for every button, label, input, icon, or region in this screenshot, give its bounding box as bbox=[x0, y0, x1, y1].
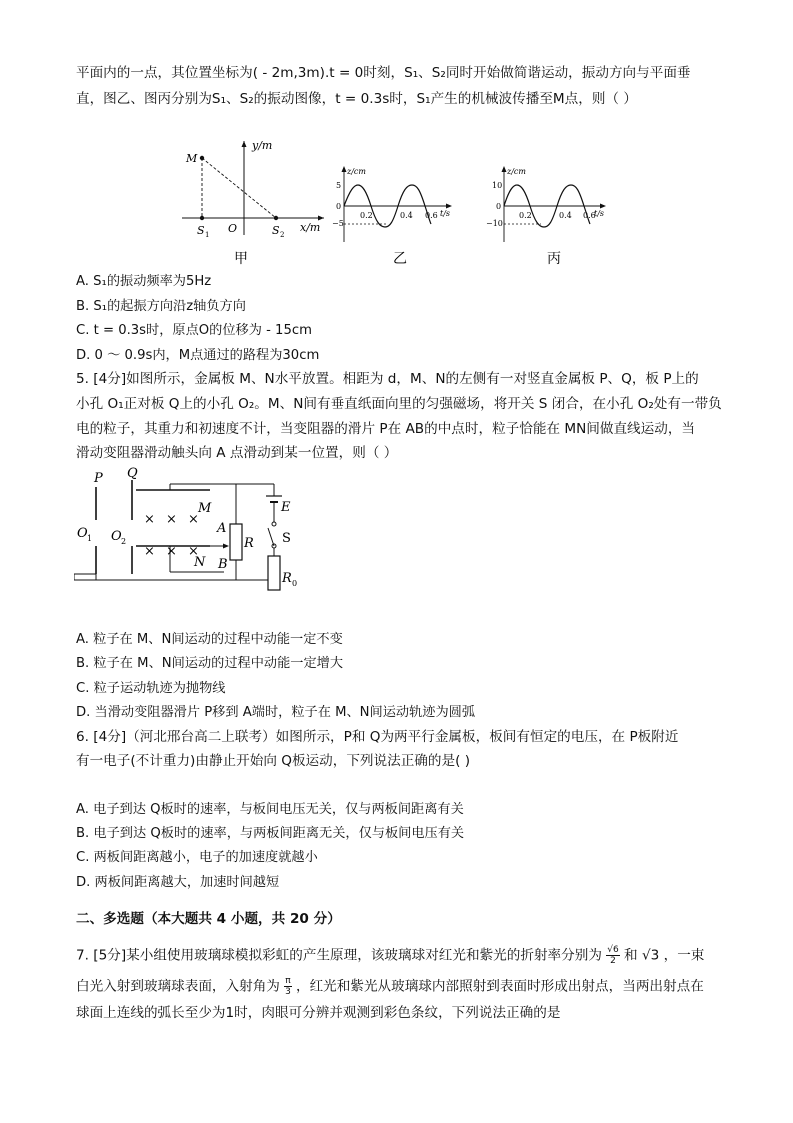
switch-blade bbox=[268, 528, 274, 546]
tick-t1: 0.2 bbox=[360, 211, 373, 220]
tick-zero: 0 bbox=[496, 202, 502, 211]
figure-jia bbox=[172, 135, 332, 270]
label-s: S bbox=[282, 531, 291, 546]
tick-neg: −5 bbox=[332, 219, 344, 228]
t-axis-arrow bbox=[600, 204, 606, 209]
q5-line-3: 电的粒子，其重力和初速度不计，当变阻器的滑片 P在 AB的中点时，粒子恰能在 MN间做直线运动，当 bbox=[76, 421, 696, 437]
rheostat-r bbox=[230, 524, 242, 560]
label-a: A bbox=[217, 521, 227, 536]
fraction-numerator: √6 bbox=[607, 945, 619, 955]
caption-yi: 乙 bbox=[393, 251, 407, 267]
label-q: Q bbox=[127, 466, 138, 481]
tick-t2: 0.4 bbox=[400, 211, 413, 220]
q4-option-a: A. S₁的振动频率为5Hz bbox=[76, 274, 212, 289]
label-o2: O bbox=[111, 529, 122, 544]
label-r: R bbox=[244, 536, 254, 551]
q5-option-c: C. 粒子运动轨迹为抛物线 bbox=[76, 681, 226, 696]
y-axis-arrow bbox=[242, 141, 247, 147]
section-heading-multi-choice: 二、多选题（本大题共 4 小题，共 20 分） bbox=[76, 911, 341, 927]
label-m: M bbox=[186, 152, 198, 165]
q5-line-2: 小孔 O₁正对板 Q上的小孔 O₂。M、N间有垂直纸面向里的匀强磁场，将开关 S 闭合，在小孔 O₂处有一带负 bbox=[76, 396, 722, 412]
label-p: P bbox=[94, 471, 103, 486]
z-axis-label: z/cm bbox=[347, 167, 366, 176]
tick-t2: 0.4 bbox=[559, 211, 572, 220]
tick-t1: 0.2 bbox=[519, 211, 532, 220]
q4-option-d: D. 0 ～ 0.9s内，M点通过的路程为30cm bbox=[76, 348, 320, 363]
point-s1 bbox=[200, 216, 204, 220]
fraction-denominator: 3 bbox=[285, 987, 291, 997]
caption-jia: 甲 bbox=[234, 251, 248, 267]
slider-arrow bbox=[223, 544, 229, 549]
q7-line-1-text: 7. [5分]某小组使用玻璃球模拟彩虹的产生原理，该玻璃球对红光和紫光的折射率分别为 bbox=[76, 947, 602, 964]
tick-t3: 0.6 bbox=[425, 211, 438, 220]
figure-yi bbox=[330, 160, 460, 270]
z-axis-arrow bbox=[342, 166, 347, 172]
q6-option-b: B. 电子到达 Q板时的速率，与两板间距离无关，仅与板间电压有关 bbox=[76, 826, 465, 841]
field-cross: × bbox=[166, 512, 177, 527]
tick-pos: 10 bbox=[492, 181, 503, 190]
fraction-sqrt6-over-2 bbox=[606, 945, 619, 966]
field-cross: × bbox=[144, 544, 155, 559]
field-cross: × bbox=[166, 544, 177, 559]
q7-line-3: 球面上连线的弧长至少为1时，肉眼可分辨并观测到彩色条纹，下列说法正确的是 bbox=[76, 1005, 561, 1021]
label-s1: S bbox=[197, 224, 205, 237]
field-cross: × bbox=[144, 512, 155, 527]
fraction-pi-over-3 bbox=[284, 976, 291, 997]
field-cross: × bbox=[188, 512, 199, 527]
y-axis-label: y/m bbox=[252, 139, 273, 152]
q7-line-2-text: 白光入射到玻璃球表面，入射角为 bbox=[76, 978, 280, 995]
label-b: B bbox=[218, 557, 228, 572]
q7-line-1-end: ，一束 bbox=[663, 947, 705, 964]
m-s2-dashed bbox=[202, 158, 276, 218]
label-e: E bbox=[281, 500, 291, 515]
q5-option-a: A. 粒子在 M、N间运动的过程中动能一定不变 bbox=[76, 632, 343, 647]
label-s1-sub: 1 bbox=[205, 231, 210, 239]
q5-option-b: B. 粒子在 M、N间运动的过程中动能一定增大 bbox=[76, 656, 344, 671]
label-o1-sub: 1 bbox=[87, 534, 93, 543]
tick-zero: 0 bbox=[336, 202, 342, 211]
q4-option-b: B. S₁的起振方向沿z轴负方向 bbox=[76, 299, 246, 314]
tick-neg: −10 bbox=[486, 219, 503, 228]
caption-bing: 丙 bbox=[547, 251, 561, 267]
intro-line-1: 平面内的一点，其位置坐标为( - 2m,3m).t = 0时刻，S₁、S₂同时开始做简谐运动，振动方向与平面垂 bbox=[76, 65, 691, 81]
q5-line-1: 5. [4分]如图所示，金属板 M、N水平放置。相距为 d，M、N的左侧有一对竖直金属板 P、Q，板 P上的 bbox=[76, 371, 699, 387]
x-axis-label: x/m bbox=[300, 221, 321, 234]
q6-option-a: A. 电子到达 Q板时的速率，与板间电压无关，仅与两板间距离有关 bbox=[76, 802, 464, 817]
z-axis-arrow bbox=[502, 166, 507, 172]
t-axis-arrow bbox=[446, 204, 452, 209]
label-r0: R bbox=[282, 571, 292, 586]
label-m: M bbox=[198, 501, 212, 516]
q5-option-d: D. 当滑动变阻器滑片 P移到 A端时，粒子在 M、N间运动轨迹为圆弧 bbox=[76, 705, 476, 720]
intro-line-2: 直，图乙、图丙分别为S₁、S₂的振动图像，t = 0.3s时，S₁产生的机械波传播至M点，则（ ） bbox=[76, 91, 637, 107]
q7-line-2-end: ，红光和紫光从玻璃球内部照射到表面时形成出射点，当两出射点在 bbox=[295, 978, 704, 995]
point-m bbox=[200, 156, 204, 160]
tick-pos: 5 bbox=[336, 181, 342, 190]
label-o2-sub: 2 bbox=[121, 537, 127, 546]
label-o1: O bbox=[77, 526, 88, 541]
figure-bing bbox=[484, 160, 614, 270]
label-r0-sub: 0 bbox=[292, 579, 298, 588]
q7-sqrt3: √3 bbox=[641, 947, 660, 964]
q5-line-4: 滑动变阻器滑动触头向 A 点滑动到某一位置，则（ ） bbox=[76, 445, 398, 461]
field-cross: × bbox=[188, 544, 199, 559]
q6-option-c: C. 两板间距离越小，电子的加速度就越小 bbox=[76, 850, 318, 865]
fraction-denominator: 2 bbox=[610, 956, 616, 966]
q7-line-1 bbox=[76, 945, 704, 966]
tick-t3: 0.6 bbox=[583, 211, 596, 220]
q6-line-1: 6. [4分]（河北邢台高二上联考）如图所示，P和 Q为两平行金属板，板间有恒定的电压，在 P板附近 bbox=[76, 729, 679, 745]
z-axis-label: z/cm bbox=[507, 167, 526, 176]
circuit-figure bbox=[74, 462, 314, 607]
q6-line-2: 有一电子(不计重力)由静止开始向 Q板运动，下列说法正确的是( ) bbox=[76, 753, 470, 769]
switch-contact-top bbox=[272, 522, 276, 526]
q7-line-2 bbox=[76, 976, 704, 997]
label-o: O bbox=[228, 222, 238, 235]
label-n: N bbox=[194, 555, 206, 570]
label-s2: S bbox=[272, 224, 280, 237]
t-axis-label: t/s bbox=[594, 209, 605, 218]
q6-option-d: D. 两板间距离越大，加速时间越短 bbox=[76, 875, 280, 890]
label-s2-sub: 2 bbox=[280, 231, 285, 239]
t-axis-label: t/s bbox=[440, 209, 451, 218]
q7-and: 和 bbox=[624, 947, 638, 964]
fraction-numerator: π bbox=[285, 976, 291, 986]
q4-option-c: C. t = 0.3s时，原点O的位移为 - 15cm bbox=[76, 323, 312, 338]
x-axis-arrow bbox=[318, 216, 324, 221]
resistor-r0 bbox=[268, 556, 280, 590]
point-s2 bbox=[274, 216, 278, 220]
